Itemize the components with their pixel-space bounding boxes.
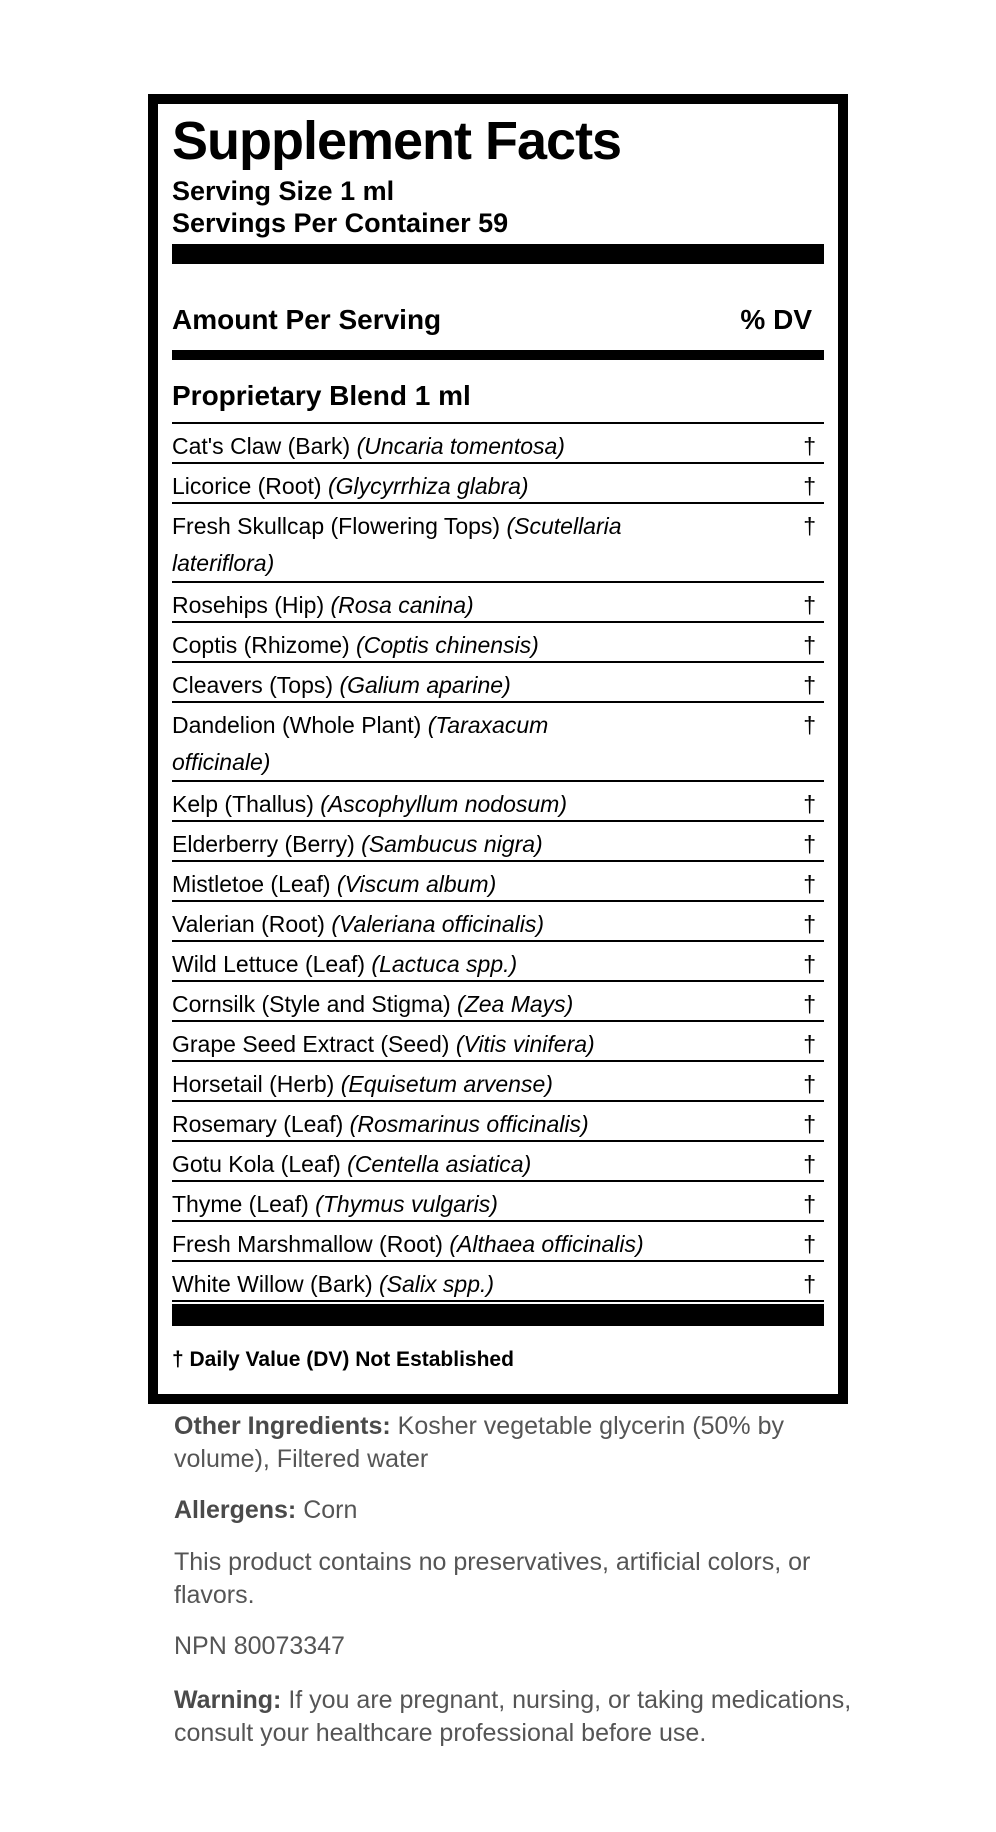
ingredient-dv: †: [803, 831, 816, 857]
ingredient-dv: †: [803, 672, 816, 698]
ingredient-dv: †: [803, 1151, 816, 1177]
ingredient-dv: †: [803, 592, 816, 618]
ingredient-row: [172, 822, 824, 862]
ingredient-dv: †: [803, 712, 816, 738]
ingredient-text: [172, 592, 474, 618]
dv-header-label: % DV: [740, 304, 812, 335]
ingredient-latin-name: (Sambucus nigra): [361, 831, 543, 857]
ingredient-name: Valerian (Root): [172, 911, 325, 937]
ingredient-latin-name: (Thymus vulgaris): [315, 1191, 498, 1217]
ingredient-dv: †: [803, 1231, 816, 1257]
ingredient-latin-name: (Galium aparine): [339, 672, 511, 698]
ingredient-dv: †: [803, 791, 816, 817]
ingredient-row: [172, 1062, 824, 1102]
ingredient-latin-name: (Ascophyllum nodosum): [320, 791, 567, 817]
ingredient-text: [172, 1231, 644, 1257]
ingredient-name: Kelp (Thallus): [172, 791, 314, 817]
ingredient-row: [172, 464, 824, 504]
servings-per-container: Servings Per Container 59: [172, 208, 509, 238]
ingredient-text: [172, 1111, 589, 1137]
ingredient-dv: †: [803, 433, 816, 459]
ingredient-latin-name: (Lactuca spp.): [371, 951, 518, 977]
npn-number: NPN 80073347: [174, 1632, 345, 1660]
ingredient-row: [172, 1022, 824, 1062]
ingredient-name: Rosehips (Hip): [172, 592, 325, 618]
ingredient-name: Rosemary (Leaf): [172, 1111, 344, 1137]
ingredient-dv: †: [803, 632, 816, 658]
ingredient-name: Dandelion (Whole Plant): [172, 712, 422, 738]
ingredient-text: [172, 632, 539, 658]
ingredient-text: [172, 1151, 531, 1177]
warning-label: Warning:: [174, 1686, 282, 1714]
ingredient-dv: †: [803, 1031, 816, 1057]
ingredient-dv: †: [803, 1071, 816, 1097]
ingredient-latin-name: (Valeriana officinalis): [331, 911, 545, 937]
ingredient-name: White Willow (Bark): [172, 1271, 373, 1297]
ingredient-row: [172, 902, 824, 942]
ingredient-latin-name: (Rosmarinus officinalis): [349, 1111, 589, 1137]
ingredient-text: [172, 1071, 553, 1097]
ingredient-latin-name: (Coptis chinensis): [356, 632, 539, 658]
ingredient-text: [172, 1031, 595, 1057]
ingredient-dv: †: [803, 1191, 816, 1217]
ingredient-latin-name: (Centella asiatica): [347, 1151, 532, 1177]
thick-divider-top: [172, 244, 824, 264]
allergens-text: Corn: [303, 1496, 358, 1524]
ingredient-row: [172, 504, 824, 583]
medium-divider: [172, 350, 824, 360]
amount-header-row: [172, 304, 812, 336]
ingredient-latin-name: (Salix spp.): [379, 1271, 495, 1297]
ingredient-name: Fresh Marshmallow (Root): [172, 1231, 443, 1257]
ingredient-latin-name: (Equisetum arvense): [340, 1071, 553, 1097]
ingredient-row: [172, 703, 824, 782]
allergens-label: Allergens:: [174, 1496, 297, 1524]
ingredient-latin-name: (Althaea officinalis): [449, 1231, 644, 1257]
ingredient-name: Elderberry (Berry): [172, 831, 355, 857]
other-ingredients: [174, 1410, 864, 1476]
ingredient-name: Cleavers (Tops): [172, 672, 334, 698]
ingredient-row: [172, 1222, 824, 1262]
ingredient-latin-name: (Uncaria tomentosa): [356, 433, 565, 459]
ingredient-latin-name: (Rosa canina): [330, 592, 474, 618]
ingredient-name: Fresh Skullcap (Flowering Tops): [172, 513, 501, 539]
ingredient-dv: †: [803, 1111, 816, 1137]
amount-per-serving-label: Amount Per Serving: [172, 304, 442, 335]
ingredient-text: [172, 1191, 498, 1217]
ingredient-text: [172, 433, 565, 459]
ingredient-dv: †: [803, 473, 816, 499]
other-ingredients-text: Kosher vegetable glycerin (50% by volume), Filtered water: [174, 1412, 784, 1473]
ingredient-row: [172, 982, 824, 1022]
supplement-facts-panel: [148, 94, 848, 1404]
ingredient-name: Licorice (Root): [172, 473, 322, 499]
ingredient-latin-name: (Zea Mays): [457, 991, 574, 1017]
ingredient-row: [172, 862, 824, 902]
no-preservatives-statement: This product contains no preservatives, artificial colors, or flavors.: [174, 1548, 811, 1609]
proprietary-blend-title: Proprietary Blend 1 ml: [172, 380, 471, 411]
ingredient-text: [172, 831, 543, 857]
ingredient-text: [172, 508, 652, 582]
ingredient-dv: †: [803, 911, 816, 937]
serving-size: Serving Size 1 ml: [172, 176, 395, 206]
ingredient-text: [172, 991, 573, 1017]
ingredient-text: [172, 911, 544, 937]
warning-text: If you are pregnant, nursing, or taking medications, consult your healthcare professional before use.: [174, 1686, 852, 1747]
ingredient-dv: †: [803, 1271, 816, 1297]
ingredient-row: [172, 663, 824, 703]
ingredient-name: Grape Seed Extract (Seed): [172, 1031, 450, 1057]
ingredient-row: [172, 1262, 824, 1302]
ingredient-row: [172, 1102, 824, 1142]
other-ingredients-label: Other Ingredients:: [174, 1412, 391, 1440]
ingredient-row: [172, 1142, 824, 1182]
ingredient-name: Wild Lettuce (Leaf): [172, 951, 366, 977]
ingredient-name: Mistletoe (Leaf): [172, 871, 331, 897]
ingredient-latin-name: (Scutellaria lateriflora): [172, 513, 622, 576]
ingredient-text: [172, 791, 567, 817]
ingredient-latin-name: (Glycyrrhiza glabra): [327, 473, 529, 499]
ingredient-text: [172, 672, 511, 698]
ingredient-latin-name: (Viscum album): [336, 871, 497, 897]
ingredient-text: [172, 951, 517, 977]
ingredient-name: Cornsilk (Style and Stigma): [172, 991, 451, 1017]
ingredient-name: Coptis (Rhizome): [172, 632, 350, 658]
ingredient-row: [172, 424, 824, 464]
ingredient-row: [172, 623, 824, 663]
ingredient-row: [172, 583, 824, 623]
dv-footnote: † Daily Value (DV) Not Established: [172, 1348, 514, 1371]
ingredient-dv: †: [803, 871, 816, 897]
ingredient-dv: †: [803, 991, 816, 1017]
thick-divider-bottom: [172, 1304, 824, 1326]
ingredient-name: Gotu Kola (Leaf): [172, 1151, 341, 1177]
ingredient-text: [172, 473, 529, 499]
ingredient-name: Cat's Claw (Bark): [172, 433, 351, 459]
ingredient-name: Thyme (Leaf): [172, 1191, 309, 1217]
allergens: [174, 1494, 864, 1527]
ingredient-list: [172, 422, 824, 1302]
ingredient-row: [172, 782, 824, 822]
ingredient-latin-name: (Taraxacum officinale): [172, 712, 549, 775]
panel-title: Supplement Facts: [172, 111, 622, 171]
ingredient-text: [172, 1271, 494, 1297]
ingredient-row: [172, 1182, 824, 1222]
ingredient-dv: †: [803, 513, 816, 539]
ingredient-dv: †: [803, 951, 816, 977]
ingredient-row: [172, 942, 824, 982]
warning: [174, 1684, 864, 1750]
ingredient-text: [172, 871, 496, 897]
ingredient-name: Horsetail (Herb): [172, 1071, 335, 1097]
ingredient-latin-name: (Vitis vinifera): [455, 1031, 595, 1057]
ingredient-text: [172, 707, 652, 781]
